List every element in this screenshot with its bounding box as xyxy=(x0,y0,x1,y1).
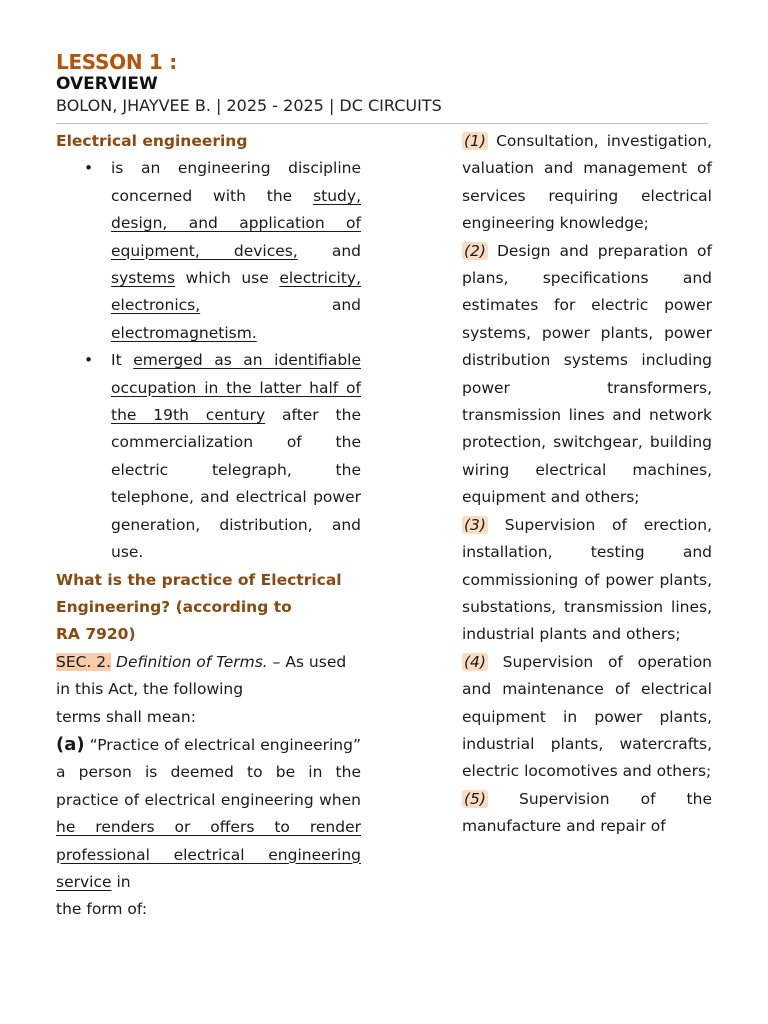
text: the form of: xyxy=(56,900,148,919)
section-heading-practice xyxy=(56,567,361,649)
bullet-item-history xyxy=(84,347,361,566)
underlined-text: emerged as an identifiable occupation in the latter half of the 19th century xyxy=(111,351,361,425)
right-column xyxy=(462,128,712,841)
underlined-text: study, design, and application of equipment, devices, xyxy=(111,186,361,260)
text: is an engineering discipline concerned with the xyxy=(111,159,361,205)
underlined-text: electricity, electronics, xyxy=(111,269,361,315)
item-text: Design and preparation of plans, specifications and estimates for electric power systems, power plants, power distribution systems including power transformers, transmission lines and network protection, switchgear, building wiring electrical machines, equipment and others; xyxy=(462,241,712,507)
left-column xyxy=(56,128,361,924)
underlined-text: systems xyxy=(111,269,176,288)
item-number: (3) xyxy=(464,515,486,534)
section-heading-electrical-engineering: Electrical engineering xyxy=(56,132,248,150)
author-course-line: BOLON, JHAYVEE B. | 2025 - 2025 | DC CIRCUITS xyxy=(56,96,442,115)
item-number: (2) xyxy=(464,241,486,260)
paragraph-a xyxy=(56,731,361,924)
underlined-text: electromagnetism. xyxy=(111,323,257,342)
header-divider xyxy=(56,123,708,124)
text: terms shall mean: xyxy=(56,707,196,726)
item-number: (5) xyxy=(464,789,486,808)
highlighted-section-label: SEC. 2. xyxy=(56,652,112,671)
item-text: Supervision of operation and maintenance of electrical equipment in power plants, industrial plants, watercrafts, electric locomotives and others; xyxy=(462,652,712,781)
item-text: Supervision of the manufacture and repair of xyxy=(462,789,712,836)
bullet-item-definition xyxy=(84,155,361,347)
text: in xyxy=(111,872,131,891)
list-item xyxy=(462,512,712,649)
item-letter: (a) xyxy=(56,733,85,755)
section-definition-intro xyxy=(56,649,361,731)
bullet-icon: • xyxy=(84,159,94,178)
document-header xyxy=(56,50,712,117)
text: and xyxy=(297,241,361,260)
underlined-text: he renders or offers to render professional electrical engineering service xyxy=(56,818,361,891)
bullet-icon: • xyxy=(84,351,94,370)
list-item xyxy=(462,128,712,238)
item-number: (4) xyxy=(464,652,486,671)
text: after the commercialization of the electric telegraph, the telephone, and electrical power generation, distribution, and use. xyxy=(111,406,361,562)
text: which use xyxy=(175,269,280,288)
overview-heading: OVERVIEW xyxy=(56,74,158,94)
list-item xyxy=(462,649,712,786)
definition-bullets xyxy=(56,155,361,566)
heading-text: What is the practice of Electrical Engineering? (according to xyxy=(56,570,342,616)
list-item xyxy=(462,238,712,512)
item-text: Supervision of erection, installation, testing and commissioning of power plants, substations, transmission lines, industrial plants and others; xyxy=(462,515,712,644)
text: – As used in this Act, the following xyxy=(56,652,347,699)
item-text: Consultation, investigation, valuation and management of services requiring electrical engineering knowledge; xyxy=(462,132,712,233)
lesson-title: LESSON 1 : xyxy=(56,50,177,74)
item-number: (1) xyxy=(464,132,486,150)
text: It xyxy=(111,351,134,370)
list-item xyxy=(462,786,712,841)
text: “Practice of electrical engineering” a person is deemed to be in the practice of electrical engineering when xyxy=(56,735,361,809)
section-title: Definition of Terms. xyxy=(116,652,268,671)
heading-text: RA 7920) xyxy=(56,625,136,644)
text: and xyxy=(200,296,361,315)
